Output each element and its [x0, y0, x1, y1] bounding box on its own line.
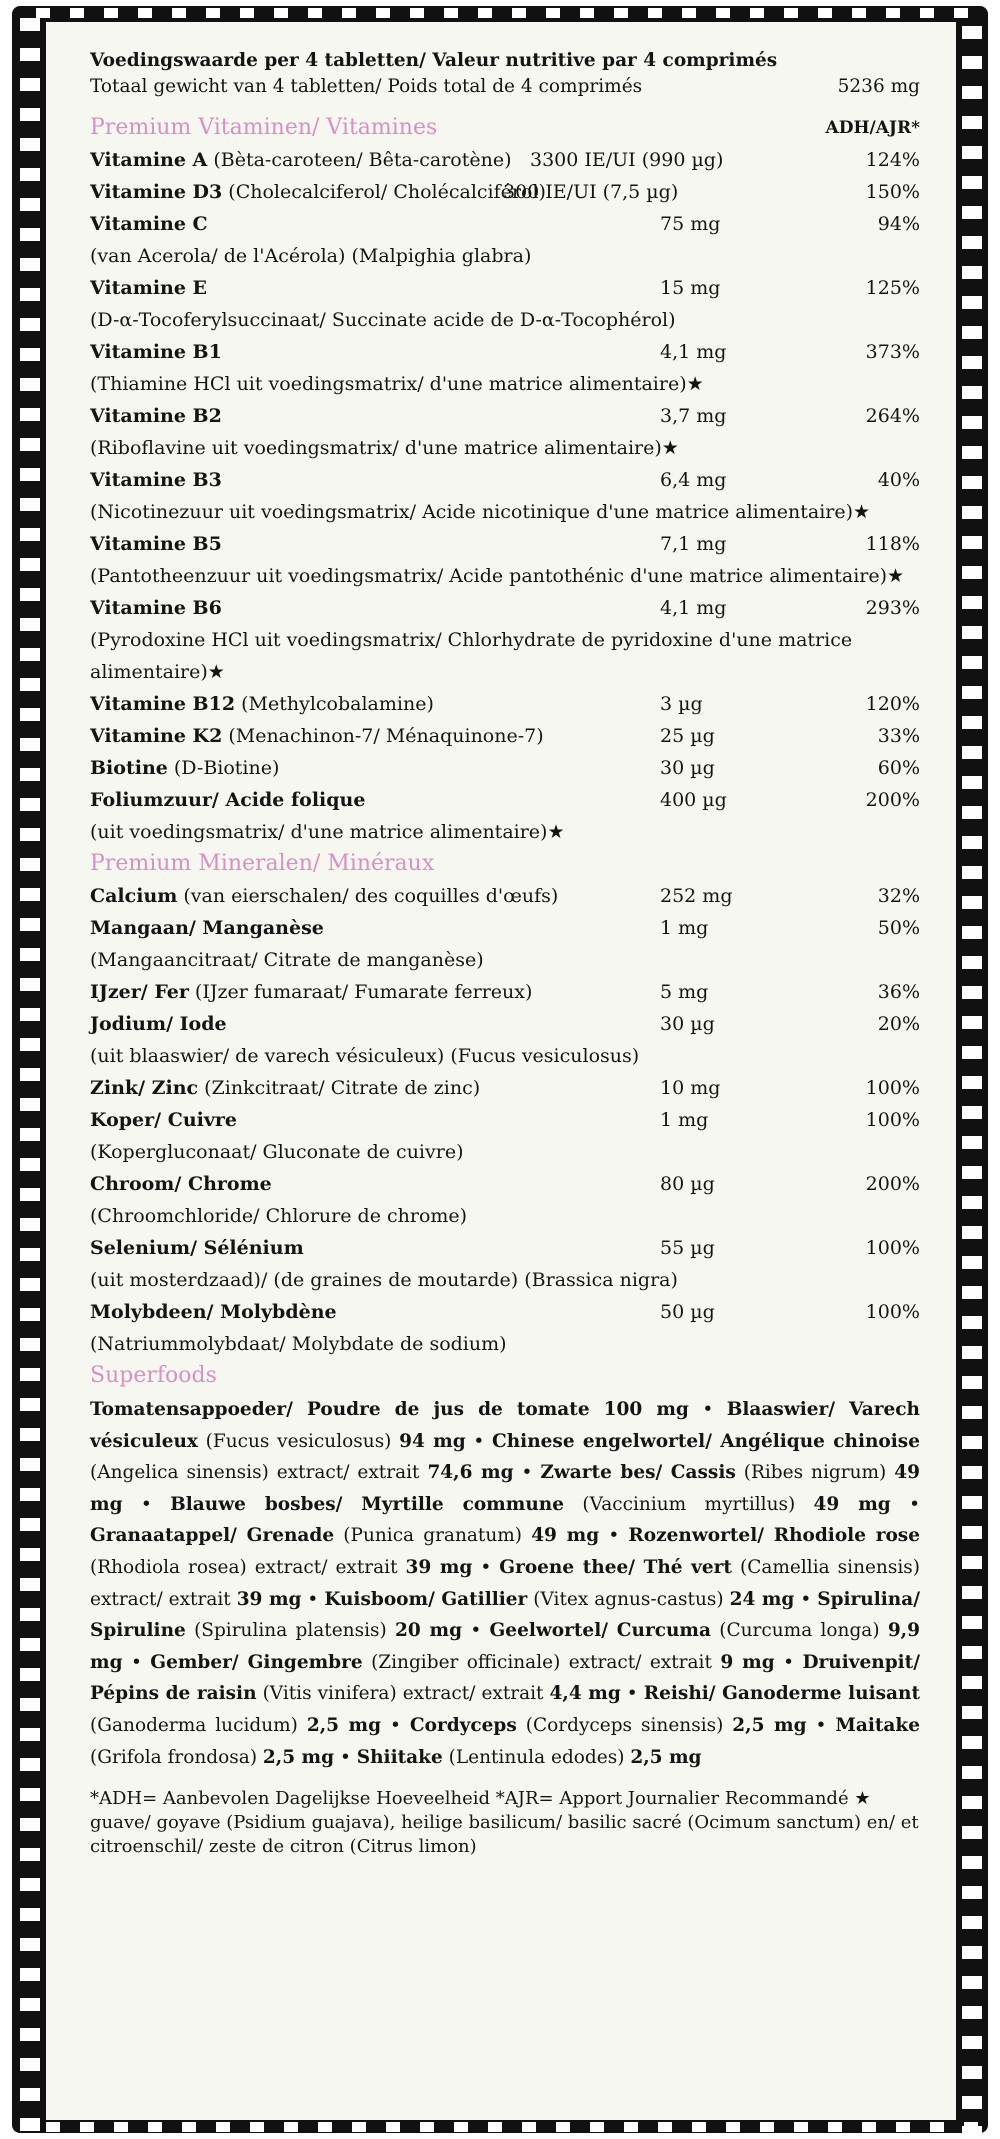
superfood-segment: (Lentinula edodes)	[442, 1746, 631, 1768]
minerals-label	[90, 1072, 480, 1104]
vitamins-label	[90, 400, 222, 432]
superfood-segment: 20 mg	[394, 1620, 463, 1642]
superfoods-title: Superfoods	[90, 1363, 217, 1388]
vitamins-amount: 15 mg	[660, 277, 721, 299]
vitamins-label	[90, 144, 511, 176]
superfood-segment: (Punica granatum)	[334, 1525, 532, 1547]
vitamins-row	[90, 720, 920, 752]
vitamins-percent: 150%	[865, 181, 920, 203]
minerals-detail: (IJzer fumaraat/ Fumarate ferreux)	[188, 981, 533, 1003]
superfood-segment: •	[334, 1746, 357, 1768]
minerals-row	[90, 976, 920, 1008]
superfoods-section-header	[90, 1360, 920, 1392]
minerals-name: Zink/ Zinc	[90, 1077, 199, 1099]
vitamins-title: Premium Vitaminen/ Vitamines	[90, 115, 438, 140]
total-weight-value: 5236 mg	[837, 76, 920, 97]
superfood-segment: •	[381, 1714, 410, 1736]
vitamins-percent: 60%	[877, 757, 920, 779]
minerals-amount: 5 mg	[660, 981, 709, 1003]
vitamins-detail: (Cholecalciferol/ Cholécalciférol)	[222, 181, 546, 203]
vitamins-row	[90, 272, 920, 304]
minerals-list	[90, 880, 920, 1360]
vitamins-subtext: (D-α-Tocoferylsuccinaat/ Succinate acide de D-α-Tocophérol)	[90, 309, 676, 331]
superfood-segment: •	[513, 1462, 541, 1484]
vitamins-amount: 30 µg	[660, 757, 715, 779]
minerals-row	[90, 1168, 920, 1200]
superfood-segment: •	[465, 1430, 492, 1452]
minerals-subtext: (Natriummolybdaat/ Molybdate de sodium)	[90, 1333, 507, 1355]
minerals-name: Chroom/ Chrome	[90, 1173, 272, 1195]
vitamins-subtext: (Thiamine HCl uit voedingsmatrix/ d'une matrice alimentaire)★	[90, 373, 704, 395]
vitamins-section-header	[90, 112, 920, 144]
vitamins-percent: 124%	[865, 149, 920, 171]
superfood-segment: •	[774, 1651, 803, 1673]
superfood-segment: •	[688, 1399, 727, 1420]
superfood-segment: Druivenpit/ Pépins de raisin	[90, 1651, 920, 1705]
vitamins-label	[90, 752, 279, 784]
superfood-segment: •	[122, 1651, 151, 1673]
total-weight-label: Totaal gewicht van 4 tabletten/ Poids total de 4 comprimés	[90, 76, 643, 97]
vitamins-label	[90, 784, 365, 816]
superfood-segment: Rozenwortel/ Rhodiole rose	[628, 1525, 920, 1547]
superfood-segment: Tomatensappoeder/ Poudre de jus de tomate 100 mg	[90, 1399, 689, 1420]
superfood-segment: (Curcuma longa)	[711, 1620, 888, 1642]
vitamins-detail: (Methylcobalamine)	[235, 693, 434, 715]
superfood-segment: (Ganoderma lucidum)	[90, 1714, 307, 1736]
superfood-segment: (Zingiber officinale) extract/ extrait	[362, 1651, 721, 1673]
vitamins-amount: 4,1 mg	[660, 597, 727, 619]
superfood-segment: (Cordyceps sinensis)	[516, 1714, 733, 1736]
vitamins-name: Vitamine K2	[90, 725, 223, 747]
minerals-subtext: (uit mosterdzaad)/ (de graines de moutarde) (Brassica nigra)	[90, 1269, 678, 1291]
superfood-segment: Blaaswier/ Varech vésiculeux	[90, 1399, 920, 1452]
vitamins-label	[90, 528, 222, 560]
vitamins-subtext: (uit voedingsmatrix/ d'une matrice alimentaire)★	[90, 821, 565, 843]
vitamins-percent: 94%	[877, 213, 920, 235]
superfood-segment: Groene thee/ Thé vert	[499, 1556, 732, 1578]
vitamins-name: Vitamine B3	[90, 469, 222, 491]
label-title: Voedingswaarde per 4 tabletten/ Valeur nutritive par 4 comprimés	[90, 50, 778, 71]
vitamins-percent: 40%	[877, 469, 920, 491]
minerals-subtext: (Chroomchloride/ Chlorure de chrome)	[90, 1205, 468, 1227]
vitamins-row	[90, 592, 920, 624]
minerals-label	[90, 1296, 337, 1328]
superfood-segment: Gember/ Gingembre	[150, 1651, 363, 1673]
superfood-segment: Maitake	[835, 1714, 920, 1736]
superfood-segment: (Camellia sinensis) extract/ extrait	[90, 1556, 920, 1610]
superfood-segment: 24 mg	[729, 1588, 795, 1610]
minerals-row	[90, 1008, 920, 1040]
minerals-label	[90, 1168, 272, 1200]
vitamins-name: Foliumzuur/ Acide folique	[90, 789, 366, 811]
vitamins-amount: 4,1 mg	[660, 341, 727, 363]
vitamins-label	[90, 592, 222, 624]
adh-header: ADH/AJR*	[825, 118, 920, 138]
vitamins-row	[90, 528, 920, 560]
minerals-label	[90, 1008, 227, 1040]
vitamins-amount: 7,1 mg	[660, 533, 727, 555]
vitamins-row	[90, 208, 920, 240]
vitamins-percent: 373%	[865, 341, 920, 363]
superfood-segment: (Vitis vinifera) extract/ extrait	[256, 1683, 550, 1705]
minerals-percent: 100%	[865, 1237, 920, 1259]
vitamins-subtext: (Pantotheenzuur uit voedingsmatrix/ Acide pantothénic d'une matrice alimentaire)★	[90, 565, 905, 587]
vitamins-percent: 264%	[865, 405, 920, 427]
vitamins-percent: 200%	[865, 789, 920, 811]
minerals-row	[90, 880, 920, 912]
minerals-label	[90, 912, 324, 944]
superfood-segment: •	[806, 1714, 836, 1736]
superfood-segment: 2,5 mg	[630, 1746, 702, 1768]
vitamins-amount: 3,7 mg	[660, 405, 727, 427]
superfood-segment: Kuisboom/ Gatillier	[324, 1588, 528, 1610]
superfood-segment: 49 mg	[531, 1525, 600, 1547]
superfood-segment: (Rhodiola rosea) extract/ extrait	[90, 1556, 406, 1578]
superfood-segment: Chinese engelwortel/ Angélique chinoise	[492, 1430, 920, 1452]
vitamins-subtext: (van Acerola/ de l'Acérola) (Malpighia glabra)	[90, 245, 532, 267]
vitamins-name: Vitamine A	[90, 149, 208, 171]
superfood-segment: Geelwortel/ Curcuma	[489, 1620, 711, 1642]
superfood-segment: 2,5 mg	[306, 1714, 382, 1736]
minerals-amount: 50 µg	[660, 1301, 715, 1323]
superfood-segment: 39 mg	[405, 1556, 473, 1578]
minerals-amount: 10 mg	[660, 1077, 721, 1099]
superfood-segment: 2,5 mg	[732, 1714, 807, 1736]
total-weight-row	[90, 74, 920, 100]
superfood-segment: 49 mg	[813, 1493, 891, 1515]
superfood-segment: Shiitake	[356, 1746, 443, 1768]
minerals-row	[90, 1104, 920, 1136]
minerals-percent: 100%	[865, 1109, 920, 1131]
superfood-segment: •	[890, 1493, 920, 1515]
superfood-segment: 39 mg	[236, 1588, 302, 1610]
minerals-label	[90, 880, 558, 912]
nutrition-label	[90, 48, 920, 1859]
minerals-row	[90, 1296, 920, 1328]
superfood-segment: 9,9 mg	[90, 1620, 920, 1673]
vitamins-amount: 6,4 mg	[660, 469, 727, 491]
minerals-row	[90, 1232, 920, 1264]
superfood-segment: •	[620, 1683, 644, 1705]
minerals-label	[90, 1232, 304, 1264]
superfood-segment: Blauwe bosbes/ Myrtille commune	[170, 1493, 565, 1515]
vitamins-row	[90, 176, 920, 208]
vitamins-amount: 300 IE/UI (7,5 µg)	[503, 181, 679, 203]
vitamins-amount: 3300 IE/UI (990 µg)	[530, 149, 724, 171]
minerals-percent: 32%	[877, 885, 920, 907]
superfood-segment: Reishi/ Ganoderme luisant	[643, 1683, 920, 1705]
vitamins-name: Biotine	[90, 757, 168, 779]
minerals-amount: 55 µg	[660, 1237, 715, 1259]
superfoods-text	[90, 1394, 920, 1773]
vitamins-name: Vitamine B12	[90, 693, 236, 715]
vitamins-name: Vitamine C	[90, 213, 208, 235]
vitamins-detail: (Bèta-caroteen/ Bêta-carotène)	[207, 149, 512, 171]
minerals-percent: 50%	[877, 917, 920, 939]
vitamins-row	[90, 336, 920, 368]
minerals-detail: (Zinkcitraat/ Citrate de zinc)	[198, 1077, 481, 1099]
vitamins-row	[90, 784, 920, 816]
vitamins-name: Vitamine B6	[90, 597, 222, 619]
minerals-percent: 200%	[865, 1173, 920, 1195]
minerals-amount: 252 mg	[660, 885, 733, 907]
minerals-row	[90, 1072, 920, 1104]
vitamins-label	[90, 688, 434, 720]
minerals-title: Premium Mineralen/ Minéraux	[90, 851, 435, 876]
superfood-segment: 94 mg	[399, 1430, 466, 1452]
superfood-segment: •	[301, 1588, 325, 1610]
minerals-subtext: (Mangaancitraat/ Citrate de manganèse)	[90, 949, 484, 971]
minerals-label	[90, 1104, 237, 1136]
superfood-segment: Zwarte bes/ Cassis	[540, 1462, 736, 1484]
vitamins-name: Vitamine B5	[90, 533, 222, 555]
minerals-subtext: (Kopergluconaat/ Gluconate de cuivre)	[90, 1141, 464, 1163]
superfood-segment: 49 mg	[90, 1462, 920, 1515]
vitamins-name: Vitamine B1	[90, 341, 222, 363]
vitamins-label	[90, 336, 222, 368]
superfood-segment: Spirulina/ Spiruline	[90, 1588, 920, 1642]
vitamins-percent: 118%	[865, 533, 920, 555]
minerals-amount: 1 mg	[660, 1109, 709, 1131]
minerals-percent: 36%	[877, 981, 920, 1003]
superfood-segment: Granaatappel/ Grenade	[90, 1525, 335, 1547]
vitamins-name: Vitamine E	[90, 277, 208, 299]
vitamins-percent: 33%	[877, 725, 920, 747]
superfood-segment: (Vitex agnus-castus)	[527, 1588, 730, 1610]
minerals-amount: 30 µg	[660, 1013, 715, 1035]
superfood-segment: (Fucus vesiculosus)	[197, 1430, 400, 1452]
vitamins-name: Vitamine B2	[90, 405, 222, 427]
vitamins-label	[90, 272, 207, 304]
footnote: *ADH= Aanbevolen Dagelijkse Hoeveelheid *AJR= Apport Journalier Recommandé ★ guave/ goyave (Psidium guajava), heilige basilicum/ basilic sacré (Ocimum sanctum) en/ et citroenschil/ zeste de citron (Citrus limon)	[90, 1788, 919, 1858]
vitamins-subtext: (Nicotinezuur uit voedingsmatrix/ Acide nicotinique d'une matrice alimentaire)★	[90, 501, 871, 523]
superfood-segment: (Grifola frondosa)	[90, 1746, 263, 1768]
superfood-segment: Cordyceps	[409, 1714, 517, 1736]
minerals-name: Selenium/ Sélénium	[90, 1237, 304, 1259]
superfood-segment: (Spirulina platensis)	[185, 1620, 395, 1642]
vitamins-row	[90, 144, 920, 176]
minerals-name: Molybdeen/ Molybdène	[90, 1301, 337, 1323]
vitamins-subtext: (Riboflavine uit voedingsmatrix/ d'une matrice alimentaire)★	[90, 437, 679, 459]
minerals-percent: 100%	[865, 1077, 920, 1099]
vitamins-name: Vitamine D3	[90, 181, 223, 203]
superfood-segment: (Vaccinium myrtillus)	[564, 1493, 814, 1515]
vitamins-label	[90, 176, 546, 208]
vitamins-percent: 125%	[865, 277, 920, 299]
superfood-segment: 9 mg	[720, 1651, 775, 1673]
vitamins-row	[90, 400, 920, 432]
vitamins-label	[90, 464, 222, 496]
minerals-name: Calcium	[90, 885, 178, 907]
vitamins-percent: 293%	[865, 597, 920, 619]
superfood-segment: •	[462, 1620, 490, 1642]
minerals-row	[90, 912, 920, 944]
superfood-segment: •	[599, 1525, 629, 1547]
vitamins-percent: 120%	[865, 693, 920, 715]
minerals-amount: 80 µg	[660, 1173, 715, 1195]
vitamins-detail: (D-Biotine)	[167, 757, 280, 779]
vitamins-list	[90, 144, 920, 848]
superfood-segment: (Ribes nigrum)	[735, 1462, 895, 1484]
vitamins-label	[90, 208, 208, 240]
superfood-segment: •	[472, 1556, 500, 1578]
minerals-name: IJzer/ Fer	[90, 981, 189, 1003]
vitamins-row	[90, 752, 920, 784]
minerals-subtext: (uit blaaswier/ de varech vésiculeux) (Fucus vesiculosus)	[90, 1045, 640, 1067]
superfood-segment: •	[794, 1588, 818, 1610]
vitamins-subtext: (Pyrodoxine HCl uit voedingsmatrix/ Chlorhydrate de pyridoxine d'une matrice alimentaire)★	[90, 629, 853, 683]
superfood-segment: •	[122, 1493, 171, 1515]
superfood-segment: (Angelica sinensis) extract/ extrait	[90, 1462, 428, 1484]
superfood-segment: 74,6 mg	[427, 1462, 514, 1484]
vitamins-amount: 25 µg	[660, 725, 715, 747]
minerals-name: Koper/ Cuivre	[90, 1109, 237, 1131]
minerals-name: Mangaan/ Manganèse	[90, 917, 324, 939]
minerals-detail: (van eierschalen/ des coquilles d'œufs)	[177, 885, 559, 907]
vitamins-amount: 75 mg	[660, 213, 721, 235]
vitamins-amount: 3 µg	[660, 693, 703, 715]
minerals-percent: 20%	[877, 1013, 920, 1035]
vitamins-row	[90, 464, 920, 496]
superfood-segment: 2,5 mg	[262, 1746, 335, 1768]
minerals-section-header	[90, 848, 920, 880]
minerals-amount: 1 mg	[660, 917, 709, 939]
vitamins-label	[90, 720, 544, 752]
minerals-name: Jodium/ Iode	[90, 1013, 227, 1035]
minerals-percent: 100%	[865, 1301, 920, 1323]
vitamins-amount: 400 µg	[660, 789, 727, 811]
vitamins-detail: (Menachinon-7/ Ménaquinone-7)	[222, 725, 544, 747]
minerals-label	[90, 976, 532, 1008]
vitamins-row	[90, 688, 920, 720]
superfood-segment: 4,4 mg	[549, 1683, 621, 1705]
